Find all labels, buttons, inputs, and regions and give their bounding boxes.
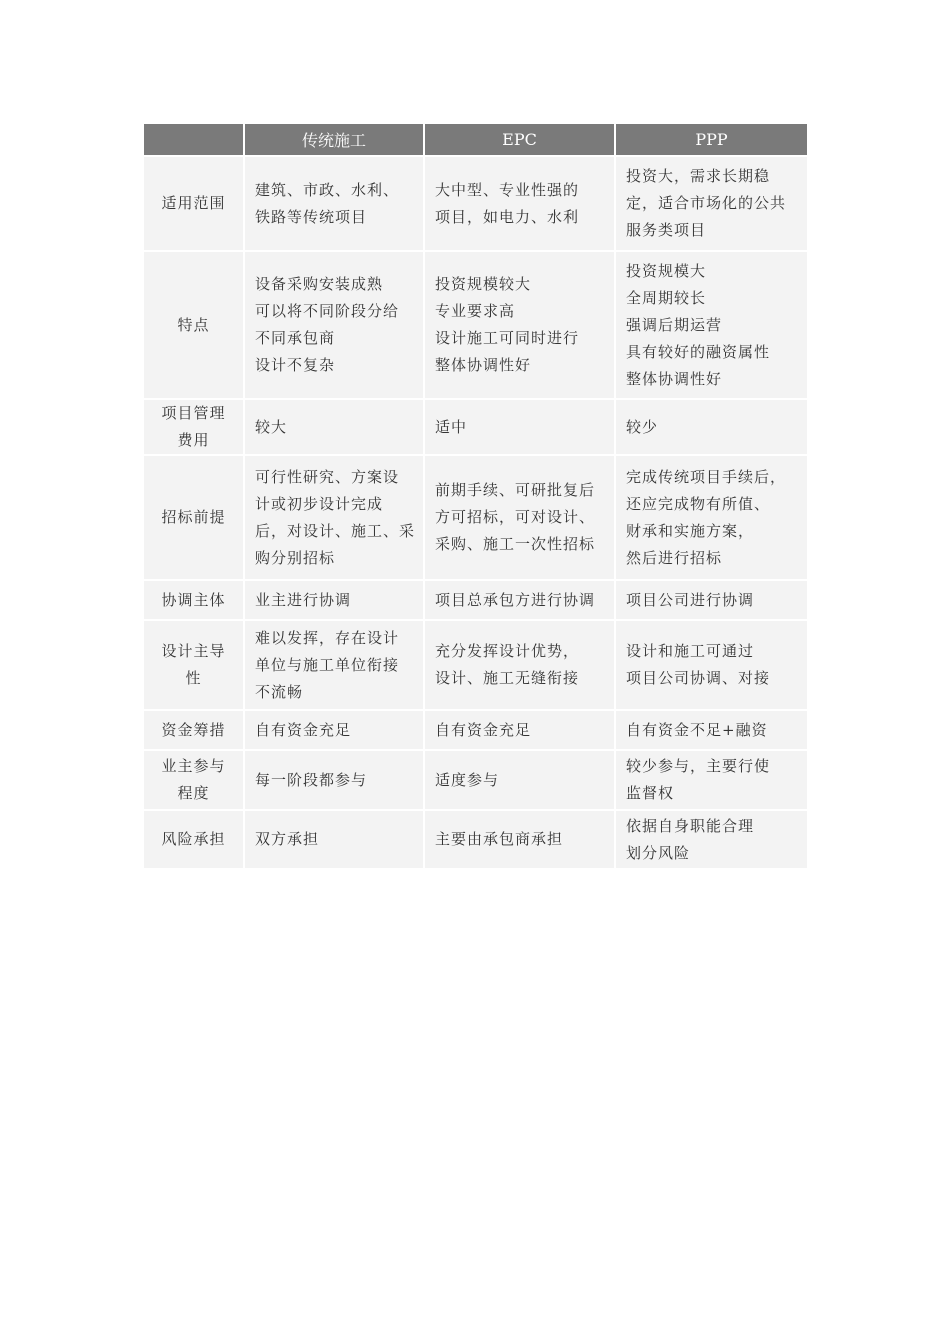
header-traditional: 传统施工 (244, 124, 424, 156)
cell-ppp: 项目公司进行协调 (615, 580, 807, 620)
cell-traditional: 自有资金充足 (244, 710, 424, 750)
cell-epc: 大中型、专业性强的 项目，如电力、水利 (424, 156, 615, 251)
cell-ppp: 完成传统项目手续后， 还应完成物有所值、 财承和实施方案， 然后进行招标 (615, 455, 807, 580)
table-row (144, 156, 807, 251)
cell-traditional: 可行性研究、方案设 计或初步设计完成 后，对设计、施工、采 购分别招标 (244, 455, 424, 580)
table-row (144, 710, 807, 750)
table-row (144, 251, 807, 399)
cell-traditional: 较大 (244, 399, 424, 455)
table-row (144, 810, 807, 868)
cell-traditional: 每一阶段都参与 (244, 750, 424, 810)
cell-ppp: 自有资金不足+融资 (615, 710, 807, 750)
header-epc: EPC (424, 124, 615, 156)
row-label: 适用范围 (144, 156, 244, 251)
cell-epc: 投资规模较大 专业要求高 设计施工可同时进行 整体协调性好 (424, 251, 615, 399)
cell-epc: 充分发挥设计优势， 设计、施工无缝衔接 (424, 620, 615, 710)
row-label: 业主参与 程度 (144, 750, 244, 810)
table-row (144, 580, 807, 620)
table-header-row (144, 124, 807, 156)
cell-epc: 前期手续、可研批复后 方可招标，可对设计、 采购、施工一次性招标 (424, 455, 615, 580)
row-label: 协调主体 (144, 580, 244, 620)
header-ppp: PPP (615, 124, 807, 156)
cell-epc: 适度参与 (424, 750, 615, 810)
table-row (144, 750, 807, 810)
cell-epc: 自有资金充足 (424, 710, 615, 750)
row-label: 设计主导 性 (144, 620, 244, 710)
table-row (144, 620, 807, 710)
comparison-document (144, 124, 807, 868)
cell-epc: 适中 (424, 399, 615, 455)
cell-ppp: 设计和施工可通过 项目公司协调、对接 (615, 620, 807, 710)
cell-epc: 项目总承包方进行协调 (424, 580, 615, 620)
row-label: 特点 (144, 251, 244, 399)
cell-ppp: 投资规模大 全周期较长 强调后期运营 具有较好的融资属性 整体协调性好 (615, 251, 807, 399)
cell-traditional: 业主进行协调 (244, 580, 424, 620)
cell-traditional: 双方承担 (244, 810, 424, 868)
comparison-table (144, 124, 807, 868)
row-label: 招标前提 (144, 455, 244, 580)
header-corner-cell (144, 124, 244, 156)
cell-ppp: 较少参与，主要行使 监督权 (615, 750, 807, 810)
cell-ppp: 依据自身职能合理 划分风险 (615, 810, 807, 868)
row-label: 风险承担 (144, 810, 244, 868)
cell-ppp: 较少 (615, 399, 807, 455)
cell-ppp: 投资大，需求长期稳 定，适合市场化的公共 服务类项目 (615, 156, 807, 251)
cell-epc: 主要由承包商承担 (424, 810, 615, 868)
cell-traditional: 建筑、市政、水利、 铁路等传统项目 (244, 156, 424, 251)
row-label: 项目管理 费用 (144, 399, 244, 455)
row-label: 资金筹措 (144, 710, 244, 750)
cell-traditional: 设备采购安装成熟 可以将不同阶段分给 不同承包商 设计不复杂 (244, 251, 424, 399)
table-row (144, 455, 807, 580)
cell-traditional: 难以发挥，存在设计 单位与施工单位衔接 不流畅 (244, 620, 424, 710)
table-row (144, 399, 807, 455)
